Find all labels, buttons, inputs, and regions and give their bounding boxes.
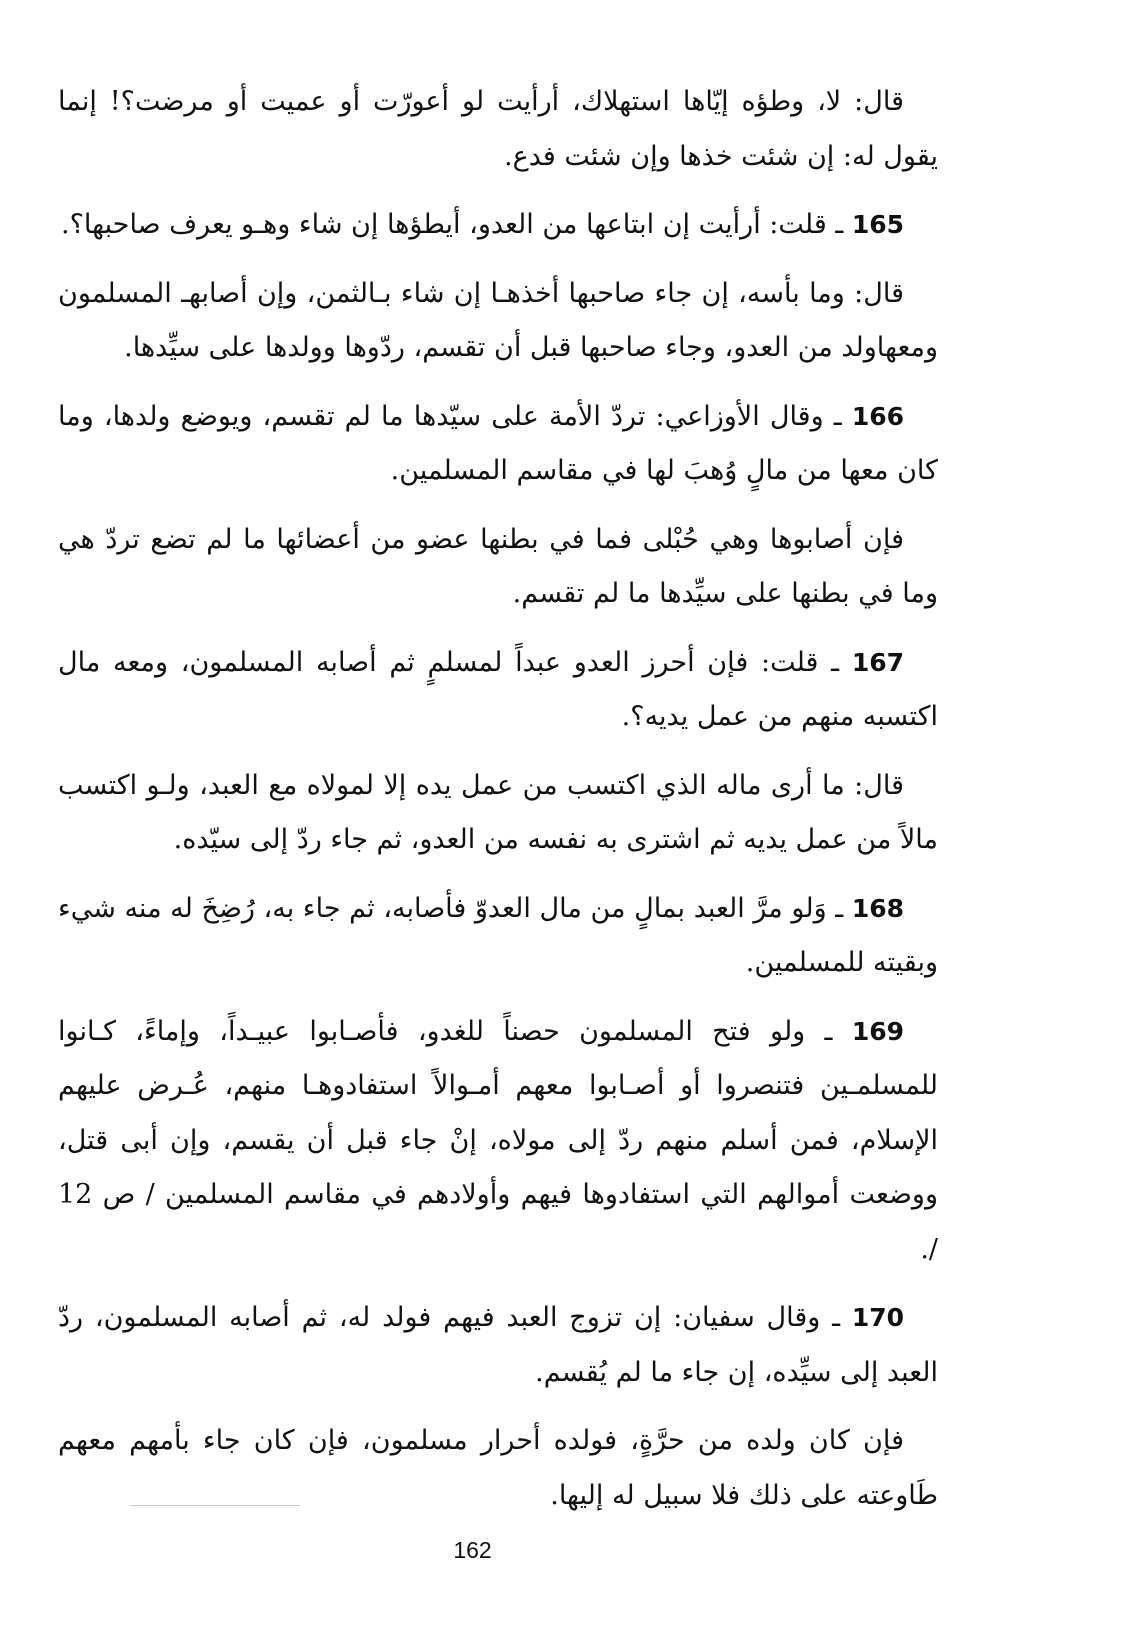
paragraph-text: فإن كان ولده من حرَّةٍ، فولده أحرار مسلمون، فإن كان جاء بأمهم معهم طَاوعته على ذلك فلا سبيل له إليها. — [58, 1425, 938, 1511]
paragraph-text: قال: ما أرى ماله الذي اكتسب من عمل يده إلا لمولاه مع العبد، ولـو اكتسب مالاً من عمل يديه ثم اشترى به نفسه من العدو، ثم جاء ردّ إلى سيّده. — [58, 769, 938, 855]
paragraph-text: ـ وقال سفيان: إن تزوج العبد فيهم فولد له، ثم أصابه المسلمون، ردّ العبد إلى سيِّده، إن جاء ما لم يُقسم. — [58, 1302, 938, 1388]
page-body — [58, 75, 938, 1537]
paragraph-167 — [58, 636, 938, 745]
page-number: 162 — [453, 1537, 492, 1563]
paragraph-7 — [58, 759, 938, 868]
paragraph-text: قال: وما بأسه، إن جاء صاحبها أخذهـا إن شاء بـالثمن، وإن أصابهـ المسلمون ومعهاولد من العدو، وجاء صاحبها قبل أن تقسم، ردّوها وولدها على سيِّدها. — [58, 277, 938, 363]
paragraph-168 — [58, 882, 938, 991]
paragraph-number: 168 — [851, 893, 904, 923]
paragraph-text: ـ وَلو مرَّ العبد بمالٍ من مال العدوّ فأصابه، ثم جاء به، رُضِخَ له منه شيء وبقيته للمسلمين. — [58, 892, 938, 978]
paragraph-3 — [58, 267, 938, 376]
paragraph-166 — [58, 390, 938, 499]
paragraph-number: 170 — [851, 1303, 904, 1332]
paragraph-1 — [58, 75, 938, 184]
paragraph-number: 166 — [851, 401, 904, 431]
paragraph-number: 167 — [851, 647, 904, 677]
paragraph-170 — [58, 1291, 938, 1400]
paragraph-169 — [58, 1005, 938, 1278]
paragraph-text: فإن أصابوها وهي حُبْلى فما في بطنها عضو من أعضائها ما لم تضع تردّ هي وما في بطنها على سيِّدها ما لم تقسم. — [58, 523, 938, 609]
paragraph-5 — [58, 513, 938, 622]
paragraph-text: ـ ولو فتح المسلمون حصناً للغدو، فأصـابوا عبيـداً، وإماءً، كـانوا للمسلمـين فتنصروا أو أصـابوا معهم أمـوالاً استفادوهـا منهم، عُـرض عليهم الإسلام، فمن أسلم منهم ردّ إلى مولاه، إنْ جاء قبل أن يقسم، وإن أبى قتل، ووضعت أموالهم التي استفادوها فيهم وأولادهم في مقاسم المسلمين / ص 12 /. — [58, 1015, 938, 1265]
paragraph-text: قال: لا، وطؤه إيّاها استهلاك، أرأيت لو أعورّت أو عميت أو مرضت؟! إنما يقول له: إن شئت خذها وإن شئت فدع. — [58, 86, 938, 172]
footer-divider — [130, 1505, 300, 1506]
paragraph-text: ـ قلت: أرأيت إن ابتاعها من العدو، أيطؤها إن شاء وهـو يعرف صاحبها؟. — [61, 209, 852, 240]
paragraph-11 — [58, 1414, 938, 1523]
paragraph-165 — [58, 198, 938, 253]
paragraph-number: 169 — [851, 1016, 904, 1046]
paragraph-text: ـ وقال الأوزاعي: تردّ الأمة على سيّدها ما لم تقسم، ويوضع ولدها، وما كان معها من مالٍ وُهبَ لها في مقاسم المسلمين. — [58, 400, 938, 486]
paragraph-text: ـ قلت: فإن أحرز العدو عبداً لمسلمٍ ثم أصابه المسلمون، ومعه مال اكتسبه منهم من عمل يديه؟. — [58, 646, 938, 732]
paragraph-number: 165 — [851, 210, 904, 239]
